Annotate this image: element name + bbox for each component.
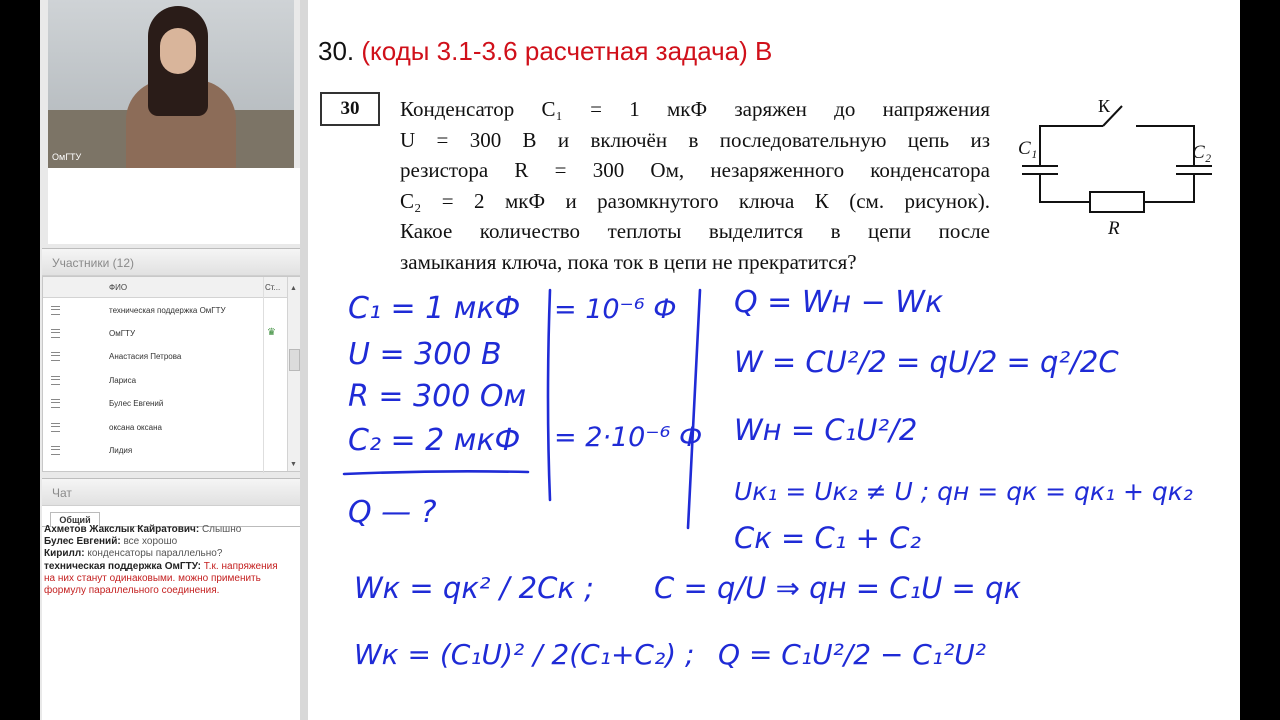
participant-row[interactable] (43, 299, 287, 322)
given-line: R = 300 Ом (348, 379, 527, 414)
problem-line: C₂ = 2 мкФ и разомкнутого ключа К (см. рисунок). (400, 188, 990, 213)
drag-handle-icon (51, 376, 60, 385)
problem-line: Конденсатор C₁ = 1 мкФ заряжен до напряжения (400, 97, 990, 121)
drag-handle-icon (51, 446, 60, 455)
column-status-header[interactable]: Ст... (265, 283, 281, 292)
chat-text: Т.к. напряжения на них станут одинаковыми. можно применить формулу параллельного соединения. (44, 560, 278, 597)
bottom-line: Wк = (C₁U)² / 2(C₁+C₂) ; (354, 638, 695, 671)
drag-handle-icon (51, 352, 60, 361)
bottom-line: C = q/U ⇒ qн = C₁U = qк (654, 571, 1021, 605)
video-caption: ОмГТУ (52, 152, 82, 162)
given-line: Q — ? (348, 495, 437, 530)
column-name-header[interactable]: ФИО (109, 283, 128, 292)
bottom-line: Q = C₁U²/2 − C₁²U² (718, 638, 987, 671)
problem-line: замыкания ключа, пока ток в цепи не прекратится? (400, 249, 857, 274)
participant-row[interactable] (43, 439, 287, 462)
circuit-r-label: R (1108, 218, 1120, 239)
solution-line: Wн = C₁U²/2 (734, 413, 918, 447)
chat-message (44, 524, 290, 536)
circuit-key-label: К (1098, 96, 1111, 116)
chat-text: конденсаторы параллельно? (87, 548, 223, 560)
chat-author: техническая поддержка ОмГТУ: (44, 560, 201, 572)
bottom-line: Wк = qк² / 2Cк ; (354, 571, 594, 605)
given-line: C₂ = 2 мкФ (348, 423, 521, 458)
chat-message (44, 536, 290, 548)
participant-name: техническая поддержка ОмГТУ (109, 306, 226, 315)
chat-panel (42, 506, 300, 720)
problem-line: резистора R = 300 Ом, незаряженного конденсатора (400, 158, 990, 182)
drag-handle-icon (51, 399, 60, 408)
participant-name: Лариса (109, 376, 137, 385)
participants-panel-title[interactable]: Участники (12) (42, 248, 300, 276)
drag-handle-icon (51, 423, 60, 432)
chat-messages (44, 524, 290, 597)
chat-author: Ахметов Жакслык Кайратович: (44, 524, 200, 535)
participant-row[interactable] (43, 345, 287, 368)
drag-handle-icon (51, 329, 60, 338)
chat-author: Кирилл: (44, 548, 85, 560)
participants-scrollbar[interactable] (287, 277, 300, 471)
participants-header (43, 277, 287, 298)
problem-line: U = 300 В и включён в последовательную цепь из (400, 127, 990, 152)
participant-name: Булес Евгений (109, 399, 164, 408)
participant-name: Анастасия Петрова (109, 352, 182, 361)
panel-divider[interactable] (300, 0, 308, 720)
participant-row[interactable] (43, 322, 287, 345)
participant-name: оксана оксана (109, 423, 162, 432)
scroll-up-icon[interactable]: ▲ (290, 285, 297, 292)
solution-line: Uк₁ = Uк₂ ≠ U ; qн = qк = qк₁ + qк₂ (734, 477, 1193, 506)
si-line: = 10⁻⁶ Ф (554, 294, 677, 325)
handwritten-solution (308, 0, 1240, 720)
chat-message (44, 548, 290, 560)
chat-panel-title[interactable]: Чат (42, 478, 300, 506)
participant-name: Лидия (109, 446, 133, 455)
solution-line: W = CU²/2 = qU/2 = q²/2C (734, 345, 1119, 379)
participant-name: ОмГТУ (109, 329, 136, 338)
participant-row[interactable] (43, 416, 287, 439)
si-line: = 2·10⁻⁶ Ф (554, 422, 703, 453)
participant-row[interactable] (43, 392, 287, 415)
heading-number: 30. (318, 36, 355, 66)
circuit-c1-label: C₁ (1018, 138, 1038, 159)
task-number-box: 30 (320, 92, 380, 126)
slide-area (308, 0, 1240, 720)
solution-line: Cк = C₁ + C₂ (734, 521, 921, 555)
video-area-blank (48, 168, 300, 244)
circuit-c2-label: C₂ (1192, 142, 1212, 163)
participant-row[interactable] (43, 369, 287, 392)
scroll-down-icon[interactable]: ▼ (290, 461, 297, 468)
chat-message (44, 561, 290, 598)
scroll-thumb[interactable] (289, 349, 300, 371)
chat-text: Слышно (201, 524, 242, 535)
left-sidebar (40, 0, 302, 720)
webcam-video (48, 0, 294, 168)
solution-line: Q = Wн − Wк (734, 285, 944, 320)
chat-text: все хорошо (123, 536, 178, 548)
heading-codes: (коды 3.1-3.6 расчетная задача) В (361, 36, 773, 66)
chat-tab-general[interactable]: Общий (50, 512, 100, 527)
problem-line: Какое количество теплоты выделится в цепи после (400, 219, 990, 243)
chat-author: Булес Евгений: (44, 536, 121, 548)
given-line: C₁ = 1 мкФ (348, 291, 521, 326)
drag-handle-icon (51, 306, 60, 315)
given-line: U = 300 В (348, 337, 502, 372)
participants-list (42, 276, 300, 472)
presenter-status-icon: ♛ (267, 327, 276, 338)
